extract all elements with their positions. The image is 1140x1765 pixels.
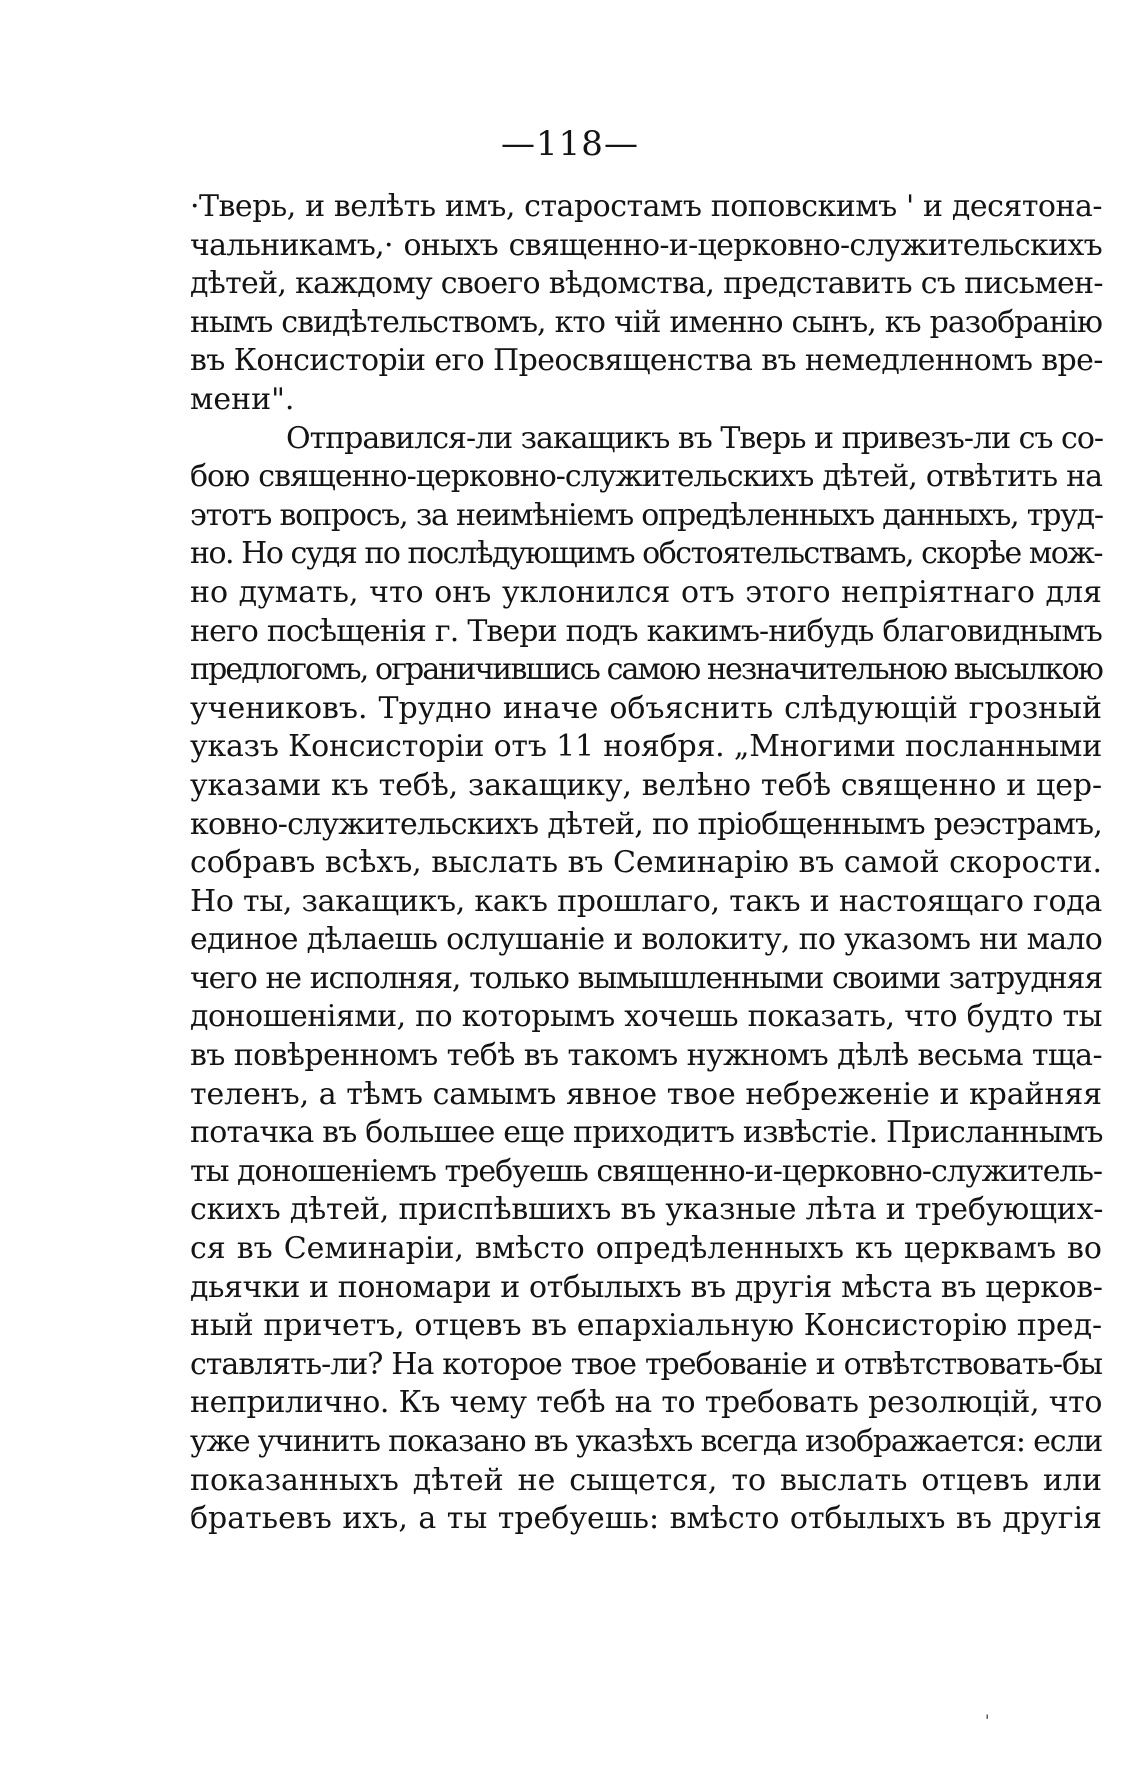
- text-line: ный причетъ, отцевъ въ епархіальную Консисторію пред-: [190, 1308, 1102, 1344]
- text-line: ся въ Семинаріи, вмѣсто опредѣленныхъ къ церквамъ во: [190, 1231, 1102, 1267]
- text-line: него посѣщенія г. Твери подъ какимъ-нибудь благовиднымъ: [190, 613, 1102, 649]
- text-line: единое дѣлаешь ослушаніе и волокиту, по указомъ ни мало: [190, 922, 1103, 958]
- text-line: потачка въ большее еще приходитъ извѣстіе. Присланнымъ: [190, 1115, 1103, 1151]
- text-line: неприлично. Къ чему тебѣ на то требовать резолюцій, что: [190, 1385, 1102, 1421]
- text-line: собравъ всѣхъ, выслать въ Семинарію въ самой скорости.: [190, 845, 1102, 881]
- text-line: въ Консисторіи его Преосвященства въ немедленномъ вре-: [190, 343, 1103, 379]
- text-line: показанныхъ дѣтей не сыщется, то выслать отцевъ или: [190, 1462, 1102, 1498]
- text-line: мени".: [190, 381, 295, 417]
- text-line: ковно-служительскихъ дѣтей, по пріобщеннымъ реэстрамъ,: [190, 806, 1102, 842]
- text-line: но думать, что онъ уклонился отъ этого непріятнаго для: [190, 574, 1102, 610]
- text-line: этотъ вопросъ, за неимѣніемъ опредѣленныхъ данныхъ, труд-: [190, 497, 1103, 533]
- page-number: —118—: [501, 124, 639, 164]
- stray-ink-mark: ': [985, 1711, 990, 1730]
- text-line: уже учинить показано въ указѣхъ всегда изображается: если: [190, 1424, 1102, 1459]
- body-text: [190, 188, 1102, 1539]
- text-line: чего не исполняя, только вымышленными своими затрудняя: [190, 960, 1102, 996]
- text-line: скихъ дѣтей, приспѣвшихъ въ указные лѣта и требующих-: [190, 1192, 1104, 1228]
- text-line: дьячки и пономари и отбылыхъ въ другія мѣста въ церков-: [190, 1269, 1103, 1305]
- text-line: указами къ тебѣ, закащику, велѣно тебѣ священно и цер-: [190, 767, 1102, 803]
- text-line: ты доношеніемъ требуешь священно-и-церковно-служитель-: [190, 1153, 1103, 1189]
- text-line: доношеніями, по которымъ хочешь показать, что будто ты: [190, 999, 1102, 1035]
- text-line: чальникамъ,· оныхъ священно-и-церковно-служительскихъ: [190, 227, 1102, 263]
- text-line: дѣтей, каждому своего вѣдомства, представить съ письмен-: [190, 266, 1103, 302]
- text-line: ·Тверь, и велѣть имъ, старостамъ поповскимъ ' и десятона-: [190, 189, 1102, 224]
- paragraph-start-line: Отправился-ли закащикъ въ Тверь и привезъ-ли съ со-: [286, 420, 1104, 456]
- text-line: бою священно-церковно-служительскихъ дѣтей, отвѣтить на: [190, 459, 1102, 495]
- text-line: но. Но судя по послѣдующимъ обстоятельствамъ, скорѣе мож-: [190, 536, 1102, 572]
- text-line: предлогомъ, ограничившись самою незначительною высылкою: [190, 652, 1102, 688]
- text-line: учениковъ. Трудно иначе объяснить слѣдующій грозный: [190, 690, 1102, 726]
- text-line: указъ Консисторіи отъ 11 ноября. „Многими посланными: [190, 729, 1102, 765]
- text-line: Но ты, закащикъ, какъ прошлаго, такъ и настоящаго года: [190, 883, 1102, 919]
- text-line: ставлять-ли? На которое твое требованіе и отвѣтствовать-бы: [190, 1346, 1102, 1382]
- text-line: нымъ свидѣтельствомъ, кто чій именно сынъ, къ разобранію: [190, 304, 1102, 340]
- text-line: братьевъ ихъ, а ты требуешь: вмѣсто отбылыхъ въ другія: [190, 1501, 1102, 1537]
- text-line: теленъ, а тѣмъ самымъ явное твое небреженіе и крайняя: [190, 1076, 1102, 1112]
- text-line: въ повѣренномъ тебѣ въ такомъ нужномъ дѣлѣ весьма тща-: [190, 1038, 1102, 1074]
